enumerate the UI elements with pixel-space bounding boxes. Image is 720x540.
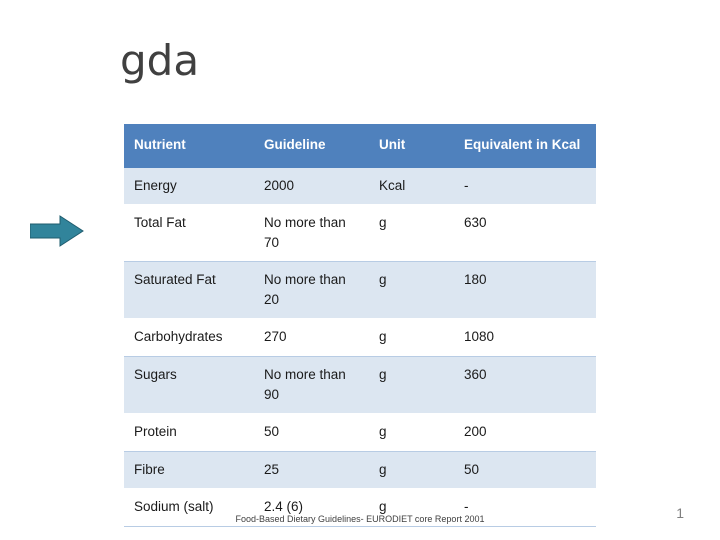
column-header-nutrient: Nutrient xyxy=(124,124,254,168)
cell-guideline: No more than 90 xyxy=(254,356,369,413)
cell-equivalent-kcal: - xyxy=(454,489,596,527)
table-header xyxy=(124,124,596,168)
cell-guideline: No more than 20 xyxy=(254,262,369,319)
cell-guideline: 25 xyxy=(254,451,369,489)
cell-nutrient: Protein xyxy=(124,414,254,452)
cell-unit: g xyxy=(369,414,454,452)
cell-unit: g xyxy=(369,319,454,357)
cell-nutrient: Energy xyxy=(124,168,254,205)
cell-unit: Kcal xyxy=(369,168,454,205)
cell-unit: g xyxy=(369,356,454,413)
cell-unit: g xyxy=(369,205,454,262)
table-row xyxy=(124,451,596,489)
table-row xyxy=(124,414,596,452)
table-body xyxy=(124,168,596,527)
cell-nutrient: Total Fat xyxy=(124,205,254,262)
cell-guideline: 2000 xyxy=(254,168,369,205)
cell-nutrient: Sodium (salt) xyxy=(124,489,254,527)
table-header-row xyxy=(124,124,596,168)
cell-nutrient: Carbohydrates xyxy=(124,319,254,357)
cell-guideline: 50 xyxy=(254,414,369,452)
table-row xyxy=(124,356,596,413)
cell-equivalent-kcal: 50 xyxy=(454,451,596,489)
table-row xyxy=(124,319,596,357)
source-footnote: Food-Based Dietary Guidelines- EURODIET core Report 2001 xyxy=(235,514,485,524)
page-number: 1 xyxy=(676,505,684,521)
page-title: gda xyxy=(120,36,200,85)
right-arrow-icon xyxy=(30,215,84,247)
table-row xyxy=(124,262,596,319)
cell-guideline: 270 xyxy=(254,319,369,357)
column-header-unit: Unit xyxy=(369,124,454,168)
cell-nutrient: Sugars xyxy=(124,356,254,413)
cell-unit: g xyxy=(369,489,454,527)
gda-table xyxy=(124,124,596,527)
cell-unit: g xyxy=(369,262,454,319)
cell-equivalent-kcal: 360 xyxy=(454,356,596,413)
column-header-equivalent-kcal: Equivalent in Kcal xyxy=(454,124,596,168)
cell-equivalent-kcal: 1080 xyxy=(454,319,596,357)
cell-unit: g xyxy=(369,451,454,489)
cell-guideline: 2.4 (6) xyxy=(254,489,369,527)
cell-guideline: No more than 70 xyxy=(254,205,369,262)
cell-equivalent-kcal: 630 xyxy=(454,205,596,262)
table-row xyxy=(124,168,596,205)
cell-nutrient: Fibre xyxy=(124,451,254,489)
cell-equivalent-kcal: 180 xyxy=(454,262,596,319)
column-header-guideline: Guideline xyxy=(254,124,369,168)
cell-equivalent-kcal: 200 xyxy=(454,414,596,452)
cell-nutrient: Saturated Fat xyxy=(124,262,254,319)
table-row xyxy=(124,205,596,262)
cell-equivalent-kcal: - xyxy=(454,168,596,205)
